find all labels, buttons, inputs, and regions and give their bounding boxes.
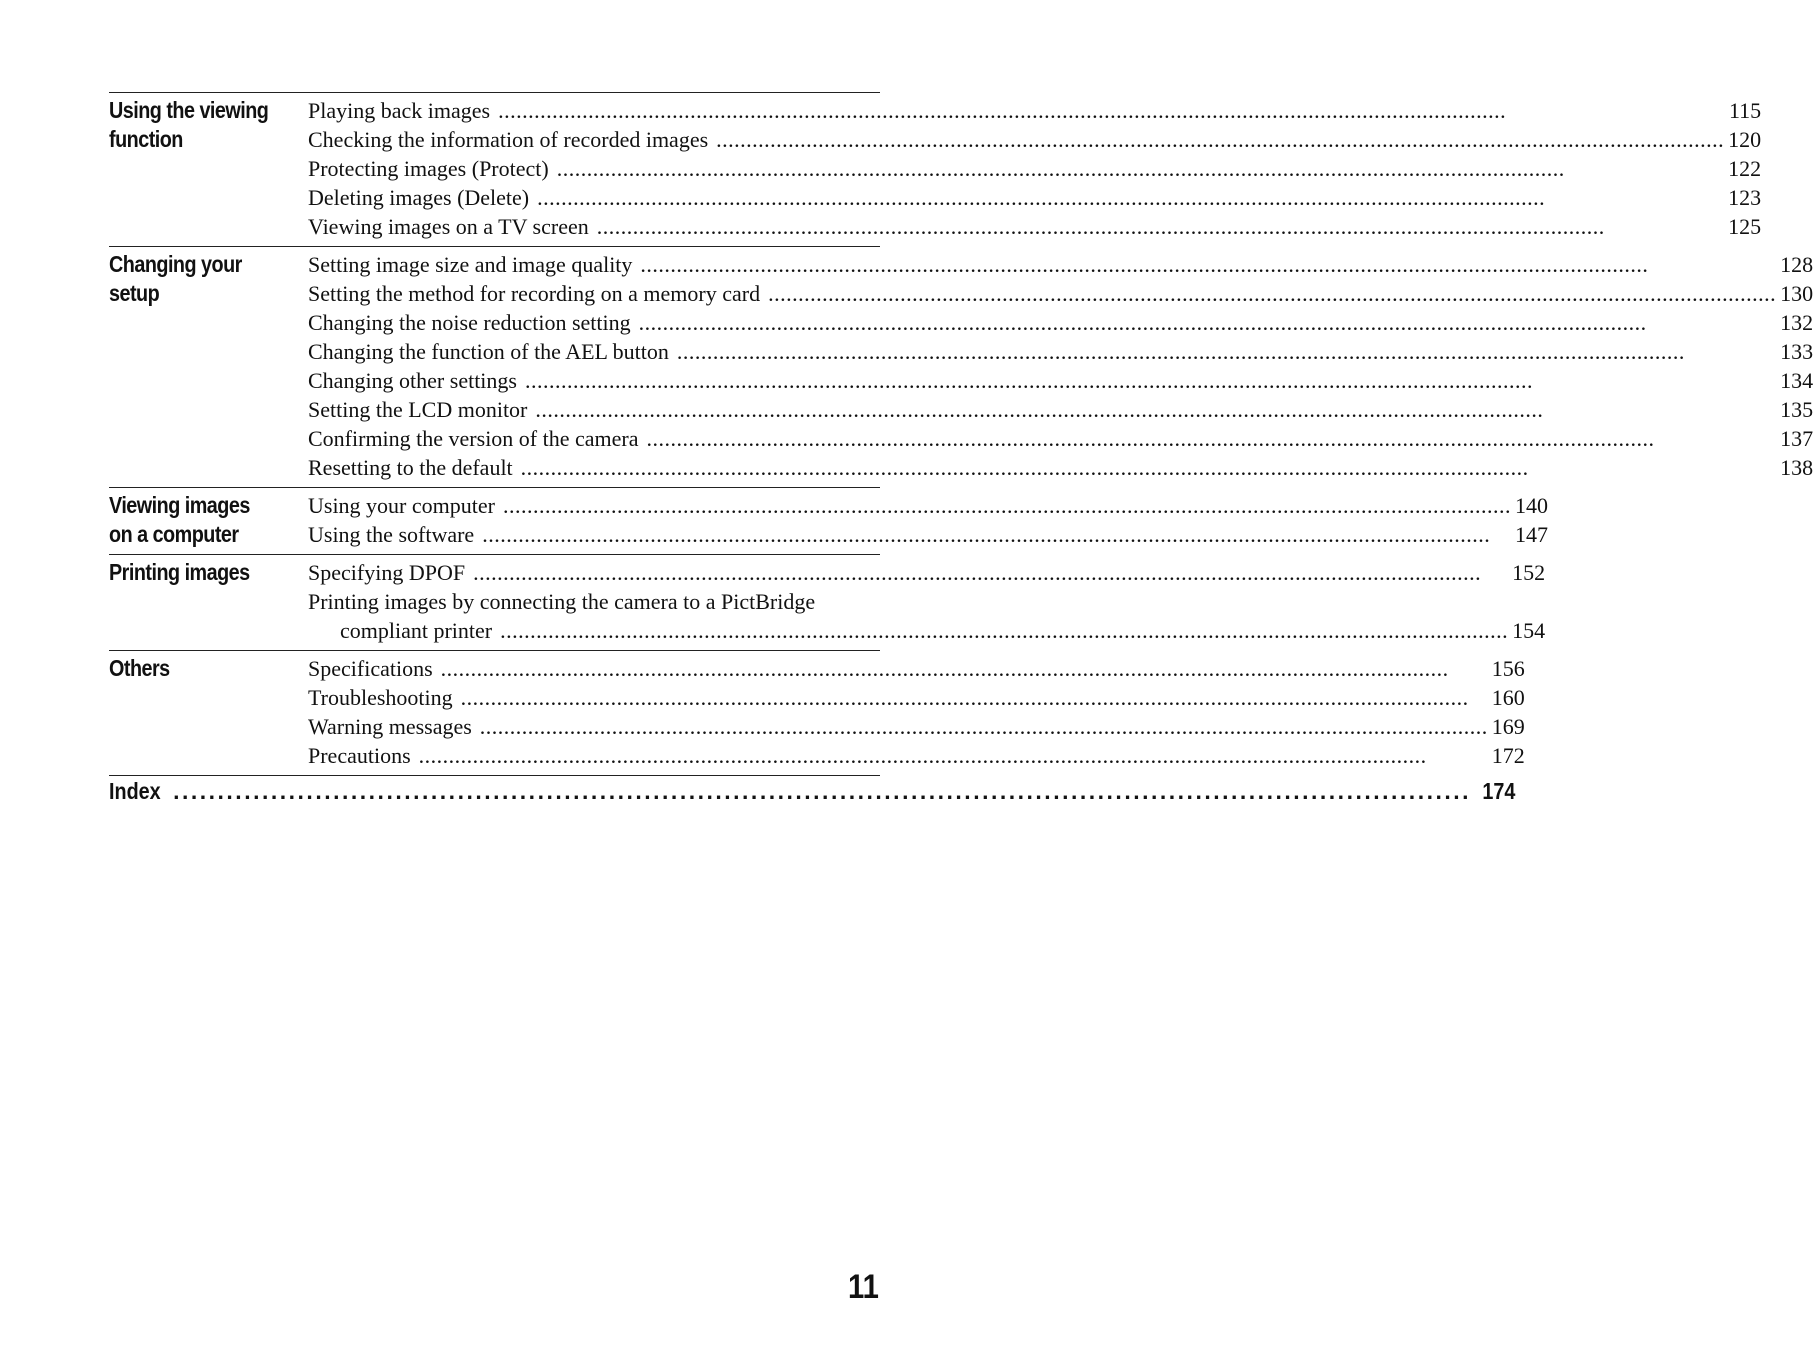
- entry-label: Resetting to the default: [308, 455, 513, 480]
- toc-entry[interactable]: [308, 712, 1525, 741]
- toc-entry[interactable]: [308, 250, 1813, 279]
- index-page: 174: [1482, 778, 1516, 804]
- dot-leader: [647, 424, 1777, 453]
- section-title-line: Others: [109, 655, 170, 681]
- entry-label: Viewing images on a TV screen: [308, 214, 589, 239]
- entry-page: 115: [1728, 98, 1762, 123]
- entry-page: 128: [1780, 252, 1813, 277]
- toc-entry[interactable]: [308, 424, 1813, 453]
- dot-leader: [525, 366, 1776, 395]
- entry-label: Protecting images (Protect): [308, 156, 549, 181]
- entry-page: 123: [1728, 185, 1762, 210]
- toc-entry[interactable]: [308, 183, 1761, 212]
- dot-leader: [557, 154, 1724, 183]
- section-title: [109, 250, 280, 482]
- section-title-line: function: [109, 126, 183, 152]
- entry-label: Changing the function of the AEL button: [308, 339, 669, 364]
- section-entries: [308, 250, 1813, 482]
- entry-label: Specifying DPOF: [308, 560, 466, 585]
- toc-entry[interactable]: [308, 741, 1525, 770]
- entry-page: 156: [1491, 656, 1525, 681]
- toc-entry[interactable]: [308, 337, 1813, 366]
- toc-entry[interactable]: [308, 154, 1761, 183]
- entry-page: 152: [1512, 560, 1546, 585]
- dot-leader: [173, 777, 1471, 806]
- dot-leader: [498, 96, 1725, 125]
- entry-page: 169: [1491, 714, 1525, 739]
- dot-leader: [473, 558, 1508, 587]
- toc-entry[interactable]: [308, 654, 1525, 683]
- toc-section: [109, 92, 1762, 241]
- section-title-line: setup: [109, 280, 160, 306]
- index-label: Index: [109, 778, 161, 804]
- table-of-contents: [109, 92, 1813, 806]
- toc-entry[interactable]: [308, 366, 1813, 395]
- dot-leader: [639, 308, 1776, 337]
- dot-leader: [716, 125, 1724, 154]
- dot-leader: [419, 741, 1488, 770]
- entry-page: 135: [1780, 397, 1813, 422]
- entry-label: Warning messages: [308, 714, 472, 739]
- section-title-line: Viewing images: [109, 492, 250, 518]
- toc-entry[interactable]: [308, 453, 1813, 482]
- entry-page: 122: [1728, 156, 1762, 181]
- toc-entry[interactable]: [308, 491, 1548, 520]
- entry-label: Changing other settings: [308, 368, 517, 393]
- dot-leader: [597, 212, 1724, 241]
- entry-page: 120: [1728, 127, 1762, 152]
- entry-label: Playing back images: [308, 98, 491, 123]
- entry-label-continued: compliant printer: [340, 618, 493, 643]
- toc-entry[interactable]: [308, 212, 1761, 241]
- entry-page: 140: [1514, 493, 1548, 518]
- entry-page: 137: [1780, 426, 1813, 451]
- entry-label: Changing the noise reduction setting: [308, 310, 631, 335]
- dot-leader: [500, 616, 1508, 645]
- section-title: [109, 96, 280, 241]
- entry-label: Confirming the version of the camera: [308, 426, 639, 451]
- section-entries: [308, 96, 1761, 241]
- toc-entry[interactable]: [308, 125, 1761, 154]
- entry-page: 138: [1780, 455, 1813, 480]
- toc-section: [109, 554, 1546, 645]
- entry-label: Setting image size and image quality: [308, 252, 633, 277]
- dot-leader: [480, 712, 1488, 741]
- entry-page: 154: [1512, 618, 1546, 643]
- entry-page: 134: [1780, 368, 1813, 393]
- entry-page: 130: [1780, 281, 1813, 306]
- dot-leader: [640, 250, 1776, 279]
- toc-entry[interactable]: [308, 520, 1548, 549]
- dot-leader: [521, 453, 1776, 482]
- section-title: [109, 654, 280, 770]
- entry-label: Using your computer: [308, 493, 495, 518]
- entry-label: Troubleshooting: [308, 685, 453, 710]
- section-title-line: Using the viewing: [109, 97, 269, 123]
- dot-leader: [503, 491, 1511, 520]
- section-title: [109, 558, 280, 645]
- entry-label: Setting the LCD monitor: [308, 397, 528, 422]
- section-title-line: Printing images: [109, 559, 250, 585]
- entry-label: Precautions: [308, 743, 411, 768]
- entry-page: 125: [1728, 214, 1762, 239]
- dot-leader: [677, 337, 1776, 366]
- toc-entry[interactable]: [308, 587, 1545, 645]
- toc-entry[interactable]: [308, 558, 1545, 587]
- section-entries: [308, 491, 1548, 549]
- section-entries: [308, 654, 1525, 770]
- section-title-line: Changing your: [109, 251, 242, 277]
- toc-entry-index[interactable]: [109, 775, 1516, 806]
- entry-label: Specifications: [308, 656, 433, 681]
- toc-entry[interactable]: [308, 683, 1525, 712]
- entry-page: 132: [1780, 310, 1813, 335]
- dot-leader: [441, 654, 1488, 683]
- toc-section: [109, 487, 1548, 549]
- entry-page: 133: [1780, 339, 1813, 364]
- dot-leader: [537, 183, 1724, 212]
- entry-label: Setting the method for recording on a memory card: [308, 281, 761, 306]
- dot-leader: [461, 683, 1488, 712]
- section-title-line: on a computer: [109, 521, 239, 547]
- section-entries: [308, 558, 1545, 645]
- entry-label: Checking the information of recorded images: [308, 127, 709, 152]
- dot-leader: [768, 279, 1776, 308]
- page-number: 11: [848, 1268, 879, 1306]
- toc-section: [109, 246, 1813, 482]
- entry-page: 160: [1491, 685, 1525, 710]
- dot-leader: [482, 520, 1511, 549]
- entry-label: Using the software: [308, 522, 475, 547]
- toc-entry[interactable]: [308, 308, 1813, 337]
- section-title: [109, 491, 280, 549]
- entry-page: 172: [1491, 743, 1525, 768]
- entry-label: Deleting images (Delete): [308, 185, 530, 210]
- toc-section: [109, 650, 1525, 770]
- toc-entry[interactable]: [308, 279, 1813, 308]
- entry-page: 147: [1514, 522, 1548, 547]
- toc-entry[interactable]: [308, 96, 1761, 125]
- entry-label: Printing images by connecting the camera to a PictBridge: [308, 589, 816, 614]
- dot-leader: [535, 395, 1776, 424]
- toc-entry[interactable]: [308, 395, 1813, 424]
